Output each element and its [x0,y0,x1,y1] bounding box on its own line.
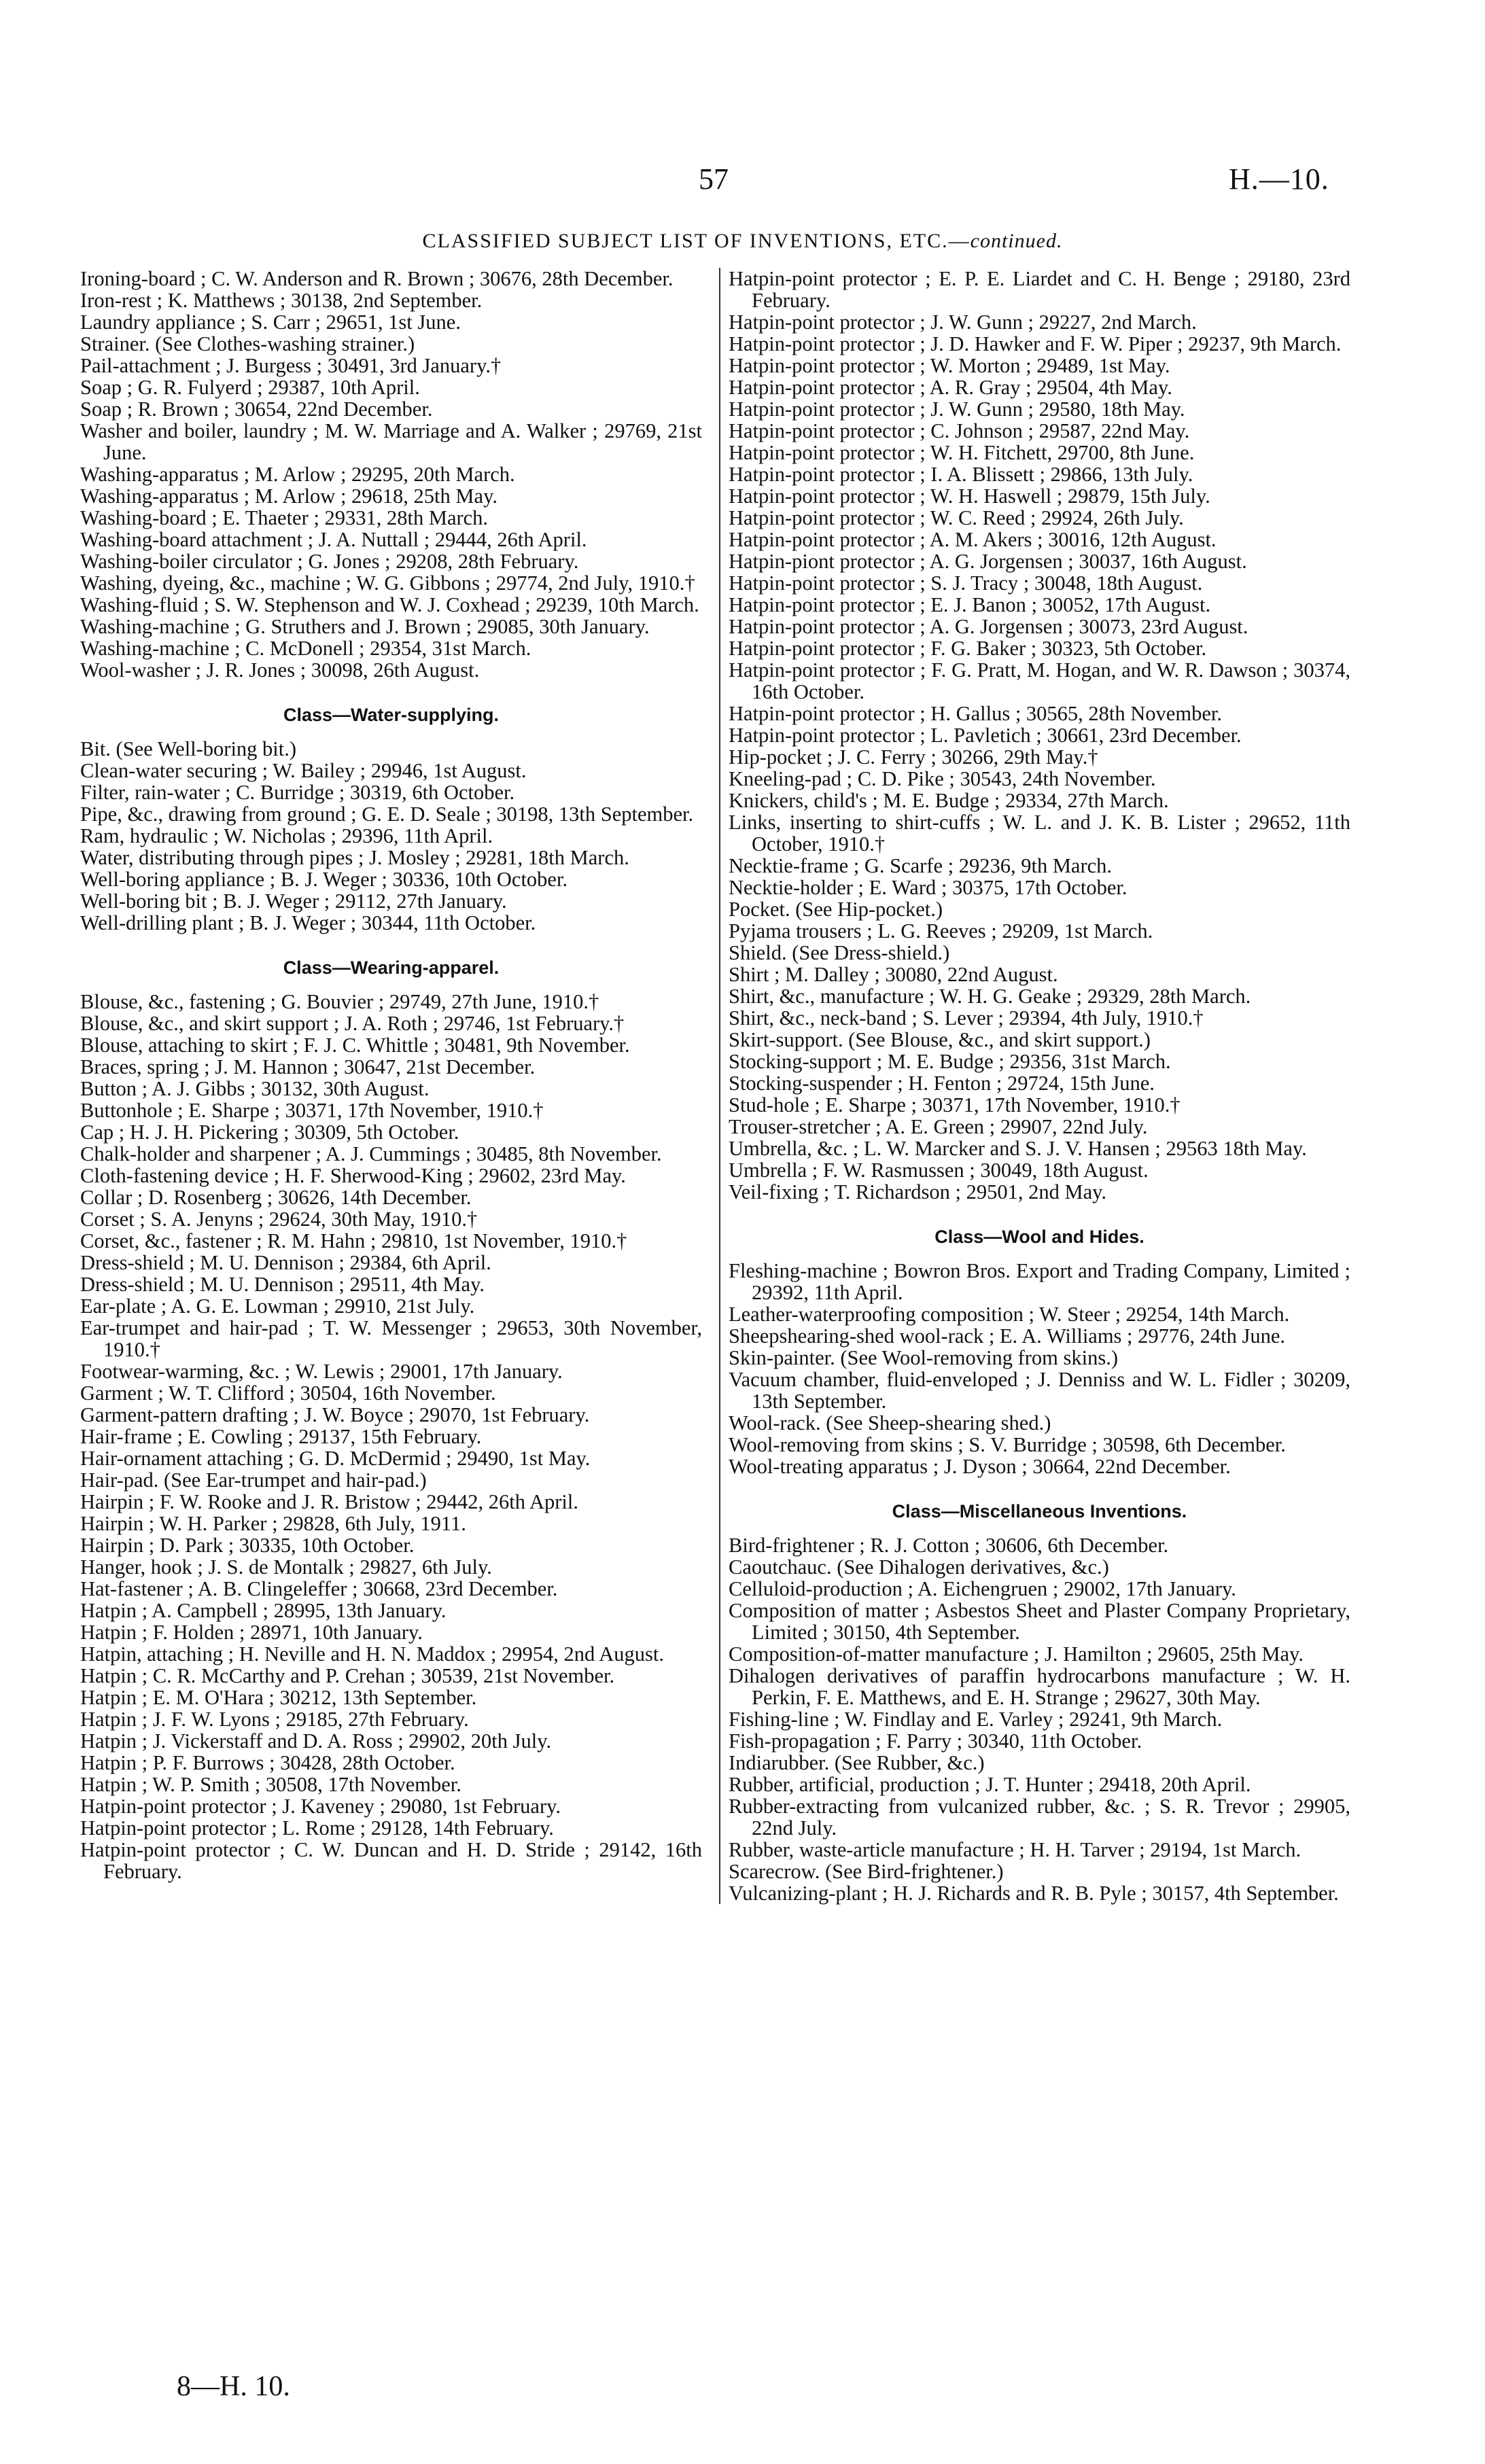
list-entry: Washing-apparatus ; M. Arlow ; 29295, 20th March. [80,463,515,486]
page-heading [0,230,1485,253]
list-entry: Button ; A. J. Gibbs ; 30132, 30th August. [80,1077,430,1100]
section-heading-misc: Class—Miscellaneous Inventions. [892,1501,1187,1521]
list-entry: Washing, dyeing, &c., machine ; W. G. Gibbons ; 29774, 2nd July, 1910.† [80,571,695,595]
list-entry: Fish-propagation ; F. Parry ; 30340, 11th October. [729,1729,1142,1753]
list-entry: Soap ; R. Brown ; 30654, 22nd December. [80,398,433,421]
list-entry: Hatpin-point protector ; C. Johnson ; 29587, 22nd May. [729,419,1190,442]
list-entry: Ironing-board ; C. W. Anderson and R. Brown ; 30676, 28th December. [80,267,674,290]
section-heading-water: Class—Water-supplying. [283,705,500,725]
list-entry: Hatpin-point protector ; W. H. Haswell ; 29879, 15th July. [729,485,1210,508]
list-entry: Hatpin-piont protector ; A. G. Jorgensen ; 30037, 16th August. [729,550,1247,573]
list-entry: Well-boring bit ; B. J. Weger ; 29112, 27th January. [80,890,507,913]
list-entry: Garment-pattern drafting ; J. W. Boyce ; 29070, 1st February. [80,1403,590,1426]
entry-list [80,268,702,681]
list-entry: Wool-rack. (See Sheep-shearing shed.) [729,1411,1051,1435]
list-entry: Iron-rest ; K. Matthews ; 30138, 2nd September. [80,289,483,312]
list-entry: Washing-machine ; G. Struthers and J. Brown ; 29085, 30th January. [80,615,650,638]
list-entry: Rubber, waste-article manufacture ; H. H. Tarver ; 29194, 1st March. [729,1838,1301,1861]
list-entry: Indiarubber. (See Rubber, &c.) [729,1751,985,1774]
list-entry: Washing-board ; E. Thaeter ; 29331, 28th March. [80,506,489,529]
list-entry: Pocket. (See Hip-pocket.) [729,898,943,921]
list-entry: Ear-trumpet and hair-pad ; T. W. Messenger ; 29653, 30th November, 1910.† [80,1316,702,1361]
list-entry: Shirt, &c., manufacture ; W. H. G. Geake ; 29329, 28th March. [729,985,1251,1008]
list-entry: Veil-fixing ; T. Richardson ; 29501, 2nd May. [729,1180,1106,1203]
list-entry: Washing-apparatus ; M. Arlow ; 29618, 25th May. [80,485,497,508]
list-entry: Soap ; G. R. Fulyerd ; 29387, 10th April. [80,376,420,399]
list-entry: Knickers, child's ; M. E. Budge ; 29334, 27th March. [729,789,1169,812]
heading-title: CLASSIFIED SUBJECT LIST OF INVENTIONS, ETC.— [422,230,971,252]
list-entry: Composition of matter ; Asbestos Sheet and Plaster Company Proprietary, Limited ; 30150, 4th September. [729,1599,1350,1644]
list-entry: Skirt-support. (See Blouse, &c., and skirt support.) [729,1028,1151,1051]
list-entry: Washer and boiler, laundry ; M. W. Marriage and A. Walker ; 29769, 21st June. [80,419,702,464]
list-entry: Rubber, artificial, production ; J. T. Hunter ; 29418, 20th April. [729,1773,1251,1796]
list-entry: Shirt, &c., neck-band ; S. Lever ; 29394, 4th July, 1910.† [729,1006,1204,1029]
section-heading-apparel: Class—Wearing-apparel. [283,957,500,978]
list-entry: Dress-shield ; M. U. Dennison ; 29511, 4th May. [80,1273,485,1296]
list-entry: Dihalogen derivatives of paraffin hydrocarbons manufacture ; W. H. Perkin, F. E. Matthews, and E. H. Strange ; 29627, 30th May. [729,1664,1350,1709]
list-entry: Stud-hole ; E. Sharpe ; 30371, 17th November, 1910.† [729,1093,1181,1116]
list-entry: Stocking-support ; M. E. Budge ; 29356, 31st March. [729,1050,1171,1073]
list-entry: Stocking-suspender ; H. Fenton ; 29724, 15th June. [729,1072,1155,1095]
list-entry: Washing-machine ; C. McDonell ; 29354, 31st March. [80,637,531,660]
list-entry: Hairpin ; W. H. Parker ; 29828, 6th July, 1911. [80,1512,466,1535]
list-entry: Shirt ; M. Dalley ; 30080, 22nd August. [729,963,1058,986]
list-entry: Bird-frightener ; R. J. Cotton ; 30606, 6th December. [729,1534,1169,1557]
list-entry: Celluloid-production ; A. Eichengruen ; 29002, 17th January. [729,1577,1236,1600]
list-entry: Sheepshearing-shed wool-rack ; E. A. Williams ; 29776, 24th June. [729,1324,1286,1348]
list-entry: Scarecrow. (See Bird-frightener.) [729,1860,1004,1883]
list-entry: Hatpin ; P. F. Burrows ; 30428, 28th October. [80,1751,455,1774]
list-entry: Well-boring appliance ; B. J. Weger ; 30336, 10th October. [80,868,568,891]
list-entry: Hatpin-point protector ; I. A. Blissett ; 29866, 13th July. [729,463,1193,486]
list-entry: Hair-ornament attaching ; G. D. McDermid ; 29490, 1st May. [80,1447,591,1470]
list-entry: Pipe, &c., drawing from ground ; G. E. D. Seale ; 30198, 13th September. [80,803,694,826]
list-entry: Washing-board attachment ; J. A. Nuttall ; 29444, 26th April. [80,528,587,551]
list-entry: Pyjama trousers ; L. G. Reeves ; 29209, 1st March. [729,919,1153,943]
list-entry: Cap ; H. J. H. Pickering ; 30309, 5th October. [80,1121,459,1144]
list-entry: Corset ; S. A. Jenyns ; 29624, 30th May, 1910.† [80,1208,478,1231]
list-entry: Caoutchauc. (See Dihalogen derivatives, &c.) [729,1555,1109,1579]
list-entry: Hairpin ; D. Park ; 30335, 10th October. [80,1534,415,1557]
list-entry: Garment ; W. T. Clifford ; 30504, 16th November. [80,1381,496,1405]
list-entry: Buttonhole ; E. Sharpe ; 30371, 17th November, 1910.† [80,1099,544,1122]
list-entry: Hatpin-point protector ; J. D. Hawker and F. W. Piper ; 29237, 9th March. [729,332,1342,355]
list-entry: Filter, rain-water ; C. Burridge ; 30319, 6th October. [80,781,515,804]
list-entry: Hatpin-point protector ; C. W. Duncan and H. D. Stride ; 29142, 16th February. [80,1838,702,1883]
list-entry: Vacuum chamber, fluid-enveloped ; J. Denniss and W. L. Fidler ; 30209, 13th September. [729,1368,1350,1413]
list-entry: Hatpin-point protector ; S. J. Tracy ; 30048, 18th August. [729,571,1203,595]
list-entry: Fleshing-machine ; Bowron Bros. Export and Trading Company, Limited ; 29392, 11th April. [729,1259,1350,1304]
list-entry: Hatpin-point protector ; F. G. Pratt, M. Hogan, and W. R. Dawson ; 30374, 16th October. [729,658,1350,703]
list-entry: Hairpin ; F. W. Rooke and J. R. Bristow ; 29442, 26th April. [80,1490,578,1513]
list-entry: Vulcanizing-plant ; H. J. Richards and R. B. Pyle ; 30157, 4th September. [729,1882,1339,1905]
entry-list [80,738,702,934]
footer-signature: 8—H. 10. [177,2371,290,2402]
list-entry: Hip-pocket ; J. C. Ferry ; 30266, 29th May.† [729,745,1098,769]
list-entry: Laundry appliance ; S. Carr ; 29651, 1st June. [80,311,461,334]
list-entry: Hatpin ; J. F. W. Lyons ; 29185, 27th February. [80,1708,469,1731]
list-entry: Hatpin-point protector ; A. G. Jorgensen ; 30073, 23rd August. [729,615,1248,638]
page-reference: H.—10. [1229,162,1329,196]
list-entry: Hatpin-point protector ; J. W. Gunn ; 29227, 2nd March. [729,311,1197,334]
list-entry: Hatpin-point protector ; A. M. Akers ; 30016, 12th August. [729,528,1217,551]
list-entry: Wool-treating apparatus ; J. Dyson ; 30664, 22nd December. [729,1455,1231,1478]
list-entry: Bit. (See Well-boring bit.) [80,737,297,760]
list-entry: Umbrella ; F. W. Rasmussen ; 30049, 18th August. [729,1159,1149,1182]
list-entry: Trouser-stretcher ; A. E. Green ; 29907, 22nd July. [729,1115,1148,1138]
list-entry: Pail-attachment ; J. Burgess ; 30491, 3rd January.† [80,354,502,377]
list-entry: Kneeling-pad ; C. D. Pike ; 30543, 24th November. [729,767,1156,790]
list-entry: Rubber-extracting from vulcanized rubber, &c. ; S. R. Trevor ; 29905, 22nd July. [729,1795,1350,1840]
entry-list [729,268,1350,1203]
list-entry: Necktie-holder ; E. Ward ; 30375, 17th October. [729,876,1128,899]
list-entry: Hatpin-point protector ; A. R. Gray ; 29504, 4th May. [729,376,1172,399]
list-entry: Water, distributing through pipes ; J. Mosley ; 29281, 18th March. [80,846,629,869]
entry-list [729,1260,1350,1477]
list-entry: Hatpin ; J. Vickerstaff and D. A. Ross ; 29902, 20th July. [80,1729,552,1753]
list-entry: Shield. (See Dress-shield.) [729,941,950,964]
list-entry: Wool-washer ; J. R. Jones ; 30098, 26th August. [80,658,480,682]
section-heading-wool: Class—Wool and Hides. [934,1227,1145,1247]
list-entry: Chalk-holder and sharpener ; A. J. Cummings ; 30485, 8th November. [80,1142,662,1165]
list-entry: Wool-removing from skins ; S. V. Burridge ; 30598, 6th December. [729,1433,1286,1456]
list-entry: Ear-plate ; A. G. E. Lowman ; 29910, 21st July. [80,1295,475,1318]
list-entry: Braces, spring ; J. M. Hannon ; 30647, 21st December. [80,1055,536,1078]
list-entry: Dress-shield ; M. U. Dennison ; 29384, 6th April. [80,1251,491,1274]
list-entry: Ram, hydraulic ; W. Nicholas ; 29396, 11th April. [80,824,493,847]
list-entry: Hair-pad. (See Ear-trumpet and hair-pad.) [80,1468,427,1492]
list-entry: Hatpin-point protector ; W. C. Reed ; 29924, 26th July. [729,506,1184,529]
list-entry: Footwear-warming, &c. ; W. Lewis ; 29001, 17th January. [80,1360,563,1383]
list-entry: Hatpin-point protector ; L. Pavletich ; 30661, 23rd December. [729,724,1242,747]
left-column [80,268,702,1882]
list-entry: Clean-water securing ; W. Bailey ; 29946, 1st August. [80,759,527,782]
list-entry: Blouse, &c., and skirt support ; J. A. Roth ; 29746, 1st February.† [80,1012,625,1035]
list-entry: Well-drilling plant ; B. J. Weger ; 30344, 11th October. [80,911,536,934]
list-entry: Composition-of-matter manufacture ; J. Hamilton ; 29605, 25th May. [729,1642,1304,1666]
list-entry: Necktie-frame ; G. Scarfe ; 29236, 9th March. [729,854,1113,877]
list-entry: Hatpin-point protector ; L. Rome ; 29128, 14th February. [80,1816,554,1840]
list-entry: Hatpin ; E. M. O'Hara ; 30212, 13th September. [80,1686,477,1709]
list-entry: Washing-fluid ; S. W. Stephenson and W. J. Coxhead ; 29239, 10th March. [80,593,699,616]
list-entry: Hatpin-point protector ; F. G. Baker ; 30323, 5th October. [729,637,1207,660]
list-entry: Hatpin-point protector ; J. Kaveney ; 29080, 1st February. [80,1795,561,1818]
list-entry: Hatpin-point protector ; J. W. Gunn ; 29580, 18th May. [729,398,1185,421]
list-entry: Hanger, hook ; J. S. de Montalk ; 29827, 6th July. [80,1555,492,1579]
list-entry: Hatpin-point protector ; E. P. E. Liardet and C. H. Benge ; 29180, 23rd February. [729,267,1350,312]
list-entry: Fishing-line ; W. Findlay and E. Varley ; 29241, 9th March. [729,1708,1223,1731]
list-entry: Hatpin-point protector ; W. Morton ; 29489, 1st May. [729,354,1170,377]
list-entry: Hatpin ; A. Campbell ; 28995, 13th January. [80,1599,447,1622]
list-entry: Collar ; D. Rosenberg ; 30626, 14th December. [80,1186,472,1209]
list-entry: Hatpin ; C. R. McCarthy and P. Crehan ; 30539, 21st November. [80,1664,615,1687]
list-entry: Blouse, attaching to skirt ; F. J. C. Whittle ; 30481, 9th November. [80,1034,630,1057]
list-entry: Cloth-fastening device ; H. F. Sherwood-King ; 29602, 23rd May. [80,1164,626,1187]
list-entry: Washing-boiler circulator ; G. Jones ; 29208, 28th February. [80,550,579,573]
list-entry: Hatpin-point protector ; H. Gallus ; 30565, 28th November. [729,702,1222,725]
list-entry: Umbrella, &c. ; L. W. Marcker and S. J. V. Hansen ; 29563 18th May. [729,1137,1307,1160]
entry-list [729,1534,1350,1904]
list-entry: Hat-fastener ; A. B. Clingeleffer ; 30668, 23rd December. [80,1577,558,1600]
list-entry: Hatpin ; F. Holden ; 28971, 10th January. [80,1621,423,1644]
list-entry: Corset, &c., fastener ; R. M. Hahn ; 29810, 1st November, 1910.† [80,1229,627,1252]
list-entry: Hatpin-point protector ; E. J. Banon ; 30052, 17th August. [729,593,1211,616]
list-entry: Blouse, &c., fastening ; G. Bouvier ; 29749, 27th June, 1910.† [80,990,599,1013]
list-entry: Leather-waterproofing composition ; W. Steer ; 29254, 14th March. [729,1303,1290,1326]
entry-list [80,991,702,1882]
list-entry: Strainer. (See Clothes-washing strainer.) [80,332,415,355]
heading-suffix: continued. [970,230,1063,252]
page-number: 57 [699,162,729,196]
list-entry: Hatpin, attaching ; H. Neville and H. N. Maddox ; 29954, 2nd August. [80,1642,664,1666]
list-entry: Links, inserting to shirt-cuffs ; W. L. and J. K. B. Lister ; 29652, 11th October, 1910.† [729,811,1350,856]
list-entry: Hatpin ; W. P. Smith ; 30508, 17th November. [80,1773,461,1796]
list-entry: Hair-frame ; E. Cowling ; 29137, 15th February. [80,1425,482,1448]
list-entry: Hatpin-point protector ; W. H. Fitchett, 29700, 8th June. [729,441,1195,464]
list-entry: Skin-painter. (See Wool-removing from skins.) [729,1346,1119,1369]
right-column [719,268,1350,1904]
